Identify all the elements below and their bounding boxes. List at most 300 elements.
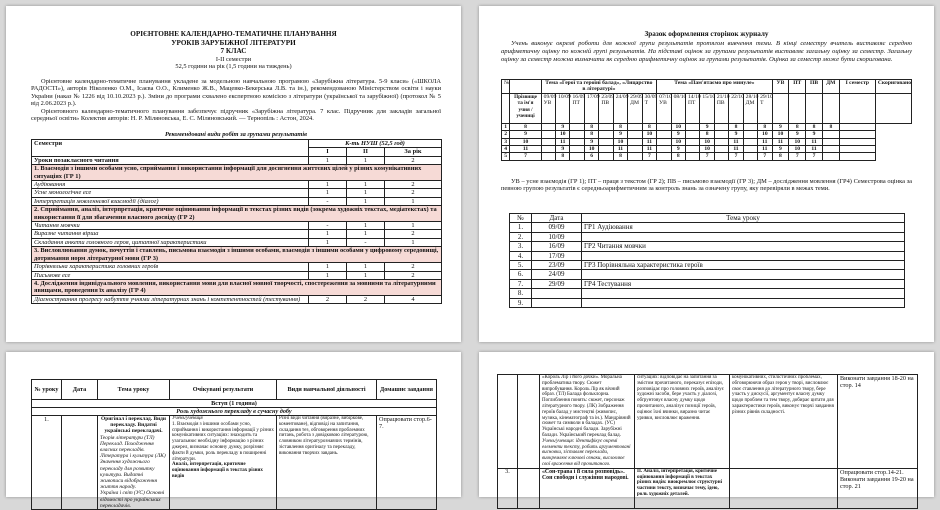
grade-cell: 9 xyxy=(671,131,685,138)
lesson-num-cell: 6. xyxy=(510,270,532,279)
grade-cell xyxy=(599,146,613,153)
topic-text: «Король Лір і його дочки». Моральна проблематика твору. Сюжет випробування. Король Лір як вічний образ. (ТЛ) Балада фольклорна. Поглиблення понять: сюжет, персонаж літературного твору. (ЛК) Зображення героїв балад у мистецтві (живопис, музика, кінематограф та ін.). Мандрівний сюжет та символи в баладах. (УС) Українські народні балади. Зарубіжні балади. Український переклад балад. xyxy=(542,375,631,438)
topic-world: Україна і світ (УС) Основні відомості про українських перекладачів. xyxy=(100,490,165,509)
lesson-num-cell: 1. xyxy=(510,223,532,232)
grade-cell xyxy=(714,131,728,138)
textbook-paragraph: Орієнтовного календарно-тематичного планування забезпечує підручник «Зарубіжна література. 7 клас. Підручник для закладів загальної середньої освіти» Колектив авторів: Н. Р. Міляновська, Е. С. Міляновський. — Тернопіль : Астон, 2024. xyxy=(31,108,441,123)
grade-cell: 11 xyxy=(758,138,772,145)
grade-cell xyxy=(822,153,839,160)
lesson-number: 1. xyxy=(32,416,62,510)
grade-cell xyxy=(714,123,728,130)
grade-cell xyxy=(839,131,875,138)
table-row xyxy=(32,206,442,222)
grade-cell: 11 xyxy=(729,138,743,145)
cell: 2 xyxy=(385,271,442,279)
lesson-topic-cell xyxy=(582,298,905,307)
cell xyxy=(502,93,510,123)
grade-cell: 8 xyxy=(584,123,598,130)
group-cell: 1. Взаємодія з іншими особами усно, сприймання і використання інформації для досягнення життєвих цілей у різних комунікативних ситуаціях (ГР 1) xyxy=(32,165,442,181)
grade-cell: 8 xyxy=(758,123,772,130)
cell: 2 xyxy=(385,263,442,271)
lesson-results xyxy=(170,416,277,510)
grade-cell: 9 xyxy=(671,146,685,153)
cell: Діагностування прогресу набуття учнями літературних знань і компетентностей (тестування) xyxy=(32,295,309,303)
group-cell: 3. Висловлювання думок, почуттів і ставлень, письмова взаємодія з іншими особами, взаємодія з іншими особами у цифровому середовищі, дотримання норм літературної мови (ГР 3) xyxy=(32,247,442,263)
table-row xyxy=(510,242,905,251)
date-cell: 08/10 xyxy=(671,93,685,123)
cell xyxy=(789,93,806,123)
table-row xyxy=(510,232,905,241)
cell xyxy=(730,468,838,508)
table-row xyxy=(32,247,442,263)
legend-note: УВ – усне взаємодія (ГР 1); ПТ – праця з текстом (ГР 2); ПВ – письмово взаємодії (ГР 3); ДМ – дослідження мовлення (ГР4) Семестрова оцінка за певною групою результатів є середньоарифметичним за контроль знань за означену групу, яку перевіряли в межах теми. xyxy=(501,178,912,193)
table-row xyxy=(510,223,905,232)
grade-cell xyxy=(839,153,875,160)
table-row xyxy=(32,156,442,164)
table-row xyxy=(32,279,442,295)
grade-cell xyxy=(599,123,613,130)
grade-cell xyxy=(599,153,613,160)
lesson-date-cell: 23/09 xyxy=(532,261,582,270)
cell: 1 xyxy=(347,181,385,189)
section-subtitle: Роль художнього перекладу в сучасну добу xyxy=(32,408,437,416)
lesson-num-cell: 3. xyxy=(510,242,532,251)
grade-cell: 9 xyxy=(556,123,570,130)
title-line: І-ІІ семестри xyxy=(215,56,252,63)
grade-cell xyxy=(743,138,757,145)
journal-intro: Учень виконує окремі роботи для кожної групи результатів протягом вивчення теми. В кінці семестру вчитель виставляє середню арифметичну оцінку по кожній групі результатів. На підставі оцінок за групами результатів виставляє загальну оцінку за семестр. Загальну оцінку за семестр можна визначити як середню арифметичну оцінок за групами результатів. Оцінка за семестр може бути скоригована. xyxy=(501,40,912,63)
grade-cell: 9 xyxy=(584,138,598,145)
grade-cell: 8 xyxy=(789,123,806,130)
col-header-num: № xyxy=(502,80,510,94)
lesson-num-cell: 8. xyxy=(510,289,532,298)
col-header-topic: Тема уроку xyxy=(582,214,905,223)
cell xyxy=(806,93,823,123)
grade-cell: 3 xyxy=(502,138,510,145)
grade-cell: 8 xyxy=(510,123,541,130)
grade-cell xyxy=(599,131,613,138)
grade-cell: 4 xyxy=(502,146,510,153)
date-cell: 10/09 xyxy=(556,93,570,123)
lesson-date-cell: 17/09 xyxy=(532,251,582,260)
col-header-results: Очікувані результати xyxy=(170,380,277,400)
work-types-table xyxy=(31,139,442,304)
grade-cell xyxy=(657,138,671,145)
grade-cell: 10 xyxy=(789,146,806,153)
grade-cell xyxy=(570,146,584,153)
col-header-date: Дата xyxy=(62,380,98,400)
cell: 2 xyxy=(347,295,385,303)
lesson-topic-cell: ГР4 Тестування xyxy=(582,279,905,288)
cell: 1 xyxy=(309,271,347,279)
lesson-topic xyxy=(540,375,635,469)
table-row xyxy=(502,146,912,153)
grade-cell xyxy=(570,153,584,160)
cell: 1 xyxy=(347,197,385,205)
grade-cell xyxy=(685,138,699,145)
lesson-number: 3. xyxy=(498,468,518,508)
grade-cell: 5 xyxy=(502,153,510,160)
results-text: 1. Взаємодія з іншими особами усно, сприймання і використання інформації у різних комунікативних ситуаціях: знаходить та узагальнює необхідну інформацію з різних джерел, визначає основну думку, розрізняє факти й думки, роль перекладу в поширенні літератури. xyxy=(172,421,274,462)
grade-cell: 1 xyxy=(502,123,510,130)
lesson-activities: Різні види читання (виразне, вибіркове, коментоване), відповіді на запитання, складання тез, обговорення проблемних питань, робота з довідковою літературою, словником літературознавчих термінів, зіставлення оригіналу та перекладу, виконання творчих завдань. xyxy=(277,416,377,510)
page-4-lesson-plan-cont xyxy=(479,352,934,497)
cell: 2 xyxy=(385,181,442,189)
lesson-plan-table xyxy=(31,379,437,510)
lesson-topic: «Сон-трава і її сила розповідь». Сон свободи і служіння народові. xyxy=(540,468,635,508)
title-line: ОРІЄНТОВНЕ КАЛЕНДАРНО-ТЕМАТИЧНЕ ПЛАНУВАННЯ xyxy=(130,30,337,38)
grade-cell: 8 xyxy=(729,123,743,130)
table-row xyxy=(32,197,442,205)
grade-cell xyxy=(839,146,875,153)
cell: Виразне читання вірша xyxy=(32,230,309,238)
col-header-topic: Тема уроку xyxy=(98,380,170,400)
cell: Порівняльна характеристика головних героїв xyxy=(32,263,309,271)
cell: Письмове есе xyxy=(32,271,309,279)
grade-cell: 10 xyxy=(700,146,714,153)
lesson-num-cell: 2. xyxy=(510,232,532,241)
grade-cell: 8 xyxy=(584,131,598,138)
col-header-corrected: Скориговано xyxy=(875,80,911,94)
table-row xyxy=(32,222,442,230)
grade-cell xyxy=(541,131,555,138)
grade-cell xyxy=(599,138,613,145)
table-row xyxy=(510,261,905,270)
grade-cell: 9 xyxy=(789,131,806,138)
date-cell: 29/09 ДМ xyxy=(628,93,642,123)
date-cell: 24/09 xyxy=(613,93,627,123)
table-row xyxy=(32,271,442,279)
col-header-semesters: Семестри xyxy=(32,140,309,157)
table-row xyxy=(510,289,905,298)
grade-cell: 9 xyxy=(806,131,823,138)
grade-cell xyxy=(541,123,555,130)
grade-cell: 9 xyxy=(700,123,714,130)
grade-cell xyxy=(570,131,584,138)
grade-cell: 8 xyxy=(556,153,570,160)
col-header-pt: ПТ xyxy=(789,80,806,94)
cell: 1 xyxy=(347,271,385,279)
date-cell: 14/10 ПТ xyxy=(685,93,699,123)
grade-cell: 7 xyxy=(510,153,541,160)
grade-cell: 11 xyxy=(729,146,743,153)
lessons-table xyxy=(509,213,905,308)
cell: 1 xyxy=(385,238,442,246)
lesson-topic-cell: ГР2 Читання мовчки xyxy=(582,242,905,251)
lesson-topic-cell: ГР1 Аудіювання xyxy=(582,223,905,232)
grade-cell xyxy=(541,146,555,153)
grade-cell xyxy=(822,138,839,145)
col-header-uv: УВ xyxy=(772,80,789,94)
col-header-year: За рік xyxy=(385,148,442,156)
page-1-calendar-plan xyxy=(6,6,461,342)
lesson-date-cell: 24/09 xyxy=(532,270,582,279)
title-line: 52,5 години на рік (1,5 години на тиждень) xyxy=(175,63,292,71)
grade-cell xyxy=(657,153,671,160)
date-cell: 29/10 Т xyxy=(758,93,772,123)
grade-cell xyxy=(743,153,757,160)
grade-cell: 11 xyxy=(642,138,657,145)
plan-title xyxy=(36,30,431,56)
date-cell: 23/09 ПВ xyxy=(599,93,613,123)
grade-cell: 8 xyxy=(822,123,839,130)
date-cell: 21/10 ПВ xyxy=(714,93,728,123)
grade-cell: 7 xyxy=(758,153,772,160)
plan-subtitle xyxy=(36,56,431,71)
cell: 1 xyxy=(385,197,442,205)
grade-cell xyxy=(628,146,642,153)
lesson-date-cell: 29/09 xyxy=(532,279,582,288)
grade-cell xyxy=(628,123,642,130)
cell: 1 xyxy=(309,156,347,164)
lesson-date-cell: 10/09 xyxy=(532,232,582,241)
col-header-sem2: ІІ xyxy=(347,148,385,156)
grade-cell xyxy=(685,131,699,138)
grade-cell: 9 xyxy=(510,131,541,138)
cell xyxy=(518,375,540,469)
grade-cell xyxy=(685,123,699,130)
grade-cell: 11 xyxy=(772,138,789,145)
grade-cell xyxy=(628,138,642,145)
col-header-lesson-num: № уроку xyxy=(32,380,62,400)
table-row xyxy=(498,468,918,508)
grade-cell xyxy=(657,123,671,130)
grade-cell: 11 xyxy=(556,138,570,145)
grade-cell: 11 xyxy=(806,138,823,145)
cell: 2 xyxy=(385,230,442,238)
col-header-homework: Домашнє завдання xyxy=(377,380,437,400)
grade-cell: 7 xyxy=(642,153,657,160)
table-row xyxy=(510,251,905,260)
col-header-semester: І семестр xyxy=(839,80,875,94)
lesson-num-cell: 7. xyxy=(510,279,532,288)
lesson-topic-cell: ГР3 Порівняльна характеристика героїв xyxy=(582,261,905,270)
table-row xyxy=(32,181,442,189)
cell: Інтерпретація мовленнєвої взаємодії (діалог) xyxy=(32,197,309,205)
date-cell: 09/09 УВ xyxy=(541,93,555,123)
grade-cell: 6 xyxy=(584,153,598,160)
cell: Складання анкети головного героя, цитатної характеристики xyxy=(32,238,309,246)
recommended-subtitle: Рекомендовані види робіт за групами результатів xyxy=(164,131,308,138)
lesson-topic-cell xyxy=(582,270,905,279)
grade-cell xyxy=(714,146,728,153)
grade-cell xyxy=(541,138,555,145)
cell: 1 xyxy=(347,189,385,197)
lesson-activities: комунікативних, стилістичних проблемах, обговорюючи образ героя у творі, висловлює своє ставлення до літературного твору, бере участь у дискусії, аргументує власну думку щодо проблем та тем твору, добирає цитати для характеристики героїв, виконує творчі завдання різних рівнів складності. xyxy=(730,375,838,469)
cell xyxy=(822,93,839,123)
col-header-pv: ПВ xyxy=(806,80,823,94)
grade-cell xyxy=(628,153,642,160)
col-header-pupil xyxy=(510,80,541,94)
lesson-topic xyxy=(98,416,170,510)
table-row xyxy=(510,279,905,288)
cell: 1 xyxy=(309,189,347,197)
grade-cell xyxy=(657,131,671,138)
grade-cell xyxy=(541,153,555,160)
cell: 4 xyxy=(385,295,442,303)
grade-cell: 9 xyxy=(729,131,743,138)
cell: Читання мовчки xyxy=(32,222,309,230)
table-row xyxy=(502,131,912,138)
grade-cell: 10 xyxy=(584,146,598,153)
cell xyxy=(839,93,875,123)
journal-rows xyxy=(502,123,912,160)
grade-cell: 10 xyxy=(613,138,627,145)
grade-cell: 11 xyxy=(642,146,657,153)
cell xyxy=(62,416,98,510)
grade-cell xyxy=(714,138,728,145)
cell xyxy=(518,468,540,508)
grade-cell: 10 xyxy=(772,131,789,138)
lesson-homework: Опрацювати стор.14-21. Виконати завдання 19-20 на стор. 21 xyxy=(838,468,918,508)
lesson-date-cell xyxy=(532,289,582,298)
lesson-num-cell: 5. xyxy=(510,261,532,270)
cell: 2 xyxy=(309,295,347,303)
table-row xyxy=(32,165,442,181)
grade-cell xyxy=(628,131,642,138)
table-row xyxy=(32,295,442,303)
table-row xyxy=(32,230,442,238)
table-row xyxy=(32,263,442,271)
grade-cell: 8 xyxy=(671,153,685,160)
date-cell: 07/10 УВ xyxy=(657,93,671,123)
col-header-dm: ДМ xyxy=(822,80,839,94)
table-row xyxy=(510,270,905,279)
col-header-topic2: Тема «Пам'ятаємо про минуле» xyxy=(657,80,772,94)
grade-cell xyxy=(743,146,757,153)
cell: 1 xyxy=(309,181,347,189)
col-header-sem1: І xyxy=(309,148,347,156)
results-text-2: Аналіз, інтерпретація, критичне оцінювання інформації в текстах різних видів xyxy=(172,462,263,479)
group-cell: 2. Сприймання, аналіз, інтерпретація, критичне оцінювання інформації в текстах різних видів (зокрема художніх текстах, медіатекстах) та використання її для збагачення власного досвіду (ГР 2) xyxy=(32,206,442,222)
grade-cell xyxy=(657,146,671,153)
date-cell: 22/10 xyxy=(729,93,743,123)
journal-grades-table xyxy=(501,79,912,161)
lesson-topic-cell xyxy=(582,289,905,298)
grade-cell xyxy=(743,131,757,138)
table-row xyxy=(32,189,442,197)
grade-cell: 7 xyxy=(700,153,714,160)
table-row xyxy=(32,416,437,510)
topic-culture: Література і культура (ЛК) Значення художнього перекладу для розвитку культури. Видатні живописи відображення життя народу. xyxy=(100,453,166,491)
lesson-num-cell: 4. xyxy=(510,251,532,260)
grade-cell: 10 xyxy=(758,131,772,138)
results-head: Учень/учениця xyxy=(172,416,203,421)
cell: 1 xyxy=(309,230,347,238)
table-row xyxy=(498,375,918,469)
grade-cell xyxy=(743,123,757,130)
date-cell: 15/10 xyxy=(700,93,714,123)
date-cell: 30/09 Т xyxy=(642,93,657,123)
cell: Аудіювання xyxy=(32,181,309,189)
grade-cell: 9 xyxy=(613,131,627,138)
lesson-homework: Виконати завдання 18-20 на стор. 14 xyxy=(838,375,918,469)
grade-cell xyxy=(714,153,728,160)
intro-paragraph: Орієнтовне календарно-тематичне планування укладене за модельною навчальною програмою «Зарубіжна література. 5-9 класи» («ШКОЛА РАДОСТІ»), авторів Ніколенко О.М., Ісаєва О.О., Клименко Ж.В., Мацевко-Бекерська Л.В. та ін.), рекомендованою Міністерством освіти і науки України (наказ № 1226 від 10.10.2023 р.). Зміни до програми схвалено експертною комісією з літератури (української та зарубіжної) (протокол № 5 від 2.06.2023 р.). xyxy=(31,78,441,108)
grade-cell: 7 xyxy=(729,153,743,160)
page-3-lesson-plan xyxy=(6,352,461,509)
cell: Усне монологічне есе xyxy=(32,189,309,197)
grade-cell xyxy=(570,123,584,130)
title-line: УРОКІВ ЗАРУБІЖНОЇ ЛІТЕРАТУРИ xyxy=(171,38,296,47)
table-row xyxy=(510,298,905,307)
grade-cell: 7 xyxy=(789,153,806,160)
grade-cell xyxy=(685,146,699,153)
journal-title: Зразок оформлення сторінок журналу xyxy=(644,30,769,38)
grade-cell: 10 xyxy=(700,138,714,145)
col-header-num: № xyxy=(510,214,532,223)
grade-cell: 8 xyxy=(806,123,823,130)
grade-cell: 10 xyxy=(789,138,806,145)
title-line: 7 КЛАС xyxy=(220,47,247,56)
topic-text-2: Учень/учениця: ідентифікує окремі елементи тексту, робить аргументовані висновки, зіставляє переклади, виокремлює ключові ознаки, висловлює свої враження від прочитаного. xyxy=(542,438,631,467)
lesson-results: ситуаціях: відповідає на запитання за змістом прочитаного, переказує епізоди, розповідає про головних героїв, аналізує художні засоби, бере участь у діалозі, обґрунтовує власну думку щодо прочитаного, аналізує позиції героїв, оцінює їхні вчинки, виразно читає уривки, висловлює враження. xyxy=(635,375,730,469)
cell: 1 xyxy=(347,222,385,230)
topic-title: Оригінал і переклад. Види перекладу. Видатні українські перекладачі. xyxy=(101,416,166,435)
grade-cell: 9 xyxy=(556,146,570,153)
table-row xyxy=(502,153,912,160)
lesson-rows xyxy=(510,223,905,308)
section-title: Вступ (1 година) xyxy=(32,400,437,408)
cell: 1 xyxy=(347,230,385,238)
lesson-results: ІІ. Аналіз, інтерпретація, критичне оцінювання інформації в текстах різних видів: виокремлює структурні частини тексту, визначає тему, ідею, роль художніх деталей. xyxy=(635,468,730,508)
grade-cell xyxy=(822,146,839,153)
lesson-topic-cell xyxy=(582,251,905,260)
col-header-topic1: Тема «Герої та героїні балад», «Лицарство в літературі» xyxy=(541,80,657,94)
grade-cell: 11 xyxy=(510,146,541,153)
table-row xyxy=(32,238,442,246)
grade-cell: 8 xyxy=(613,153,627,160)
cell: 1 xyxy=(347,156,385,164)
page-2-journal-sample xyxy=(479,6,934,342)
grade-cell: 11 xyxy=(806,146,823,153)
col-header-date: Дата xyxy=(532,214,582,223)
lesson-num-cell: 9. xyxy=(510,298,532,307)
grade-cell: 10 xyxy=(510,138,541,145)
grade-cell xyxy=(685,153,699,160)
grade-cell: 7 xyxy=(806,153,823,160)
lesson-plan-table-cont xyxy=(497,374,918,509)
grade-cell: 10 xyxy=(671,138,685,145)
grade-cell xyxy=(839,123,875,130)
grade-cell xyxy=(570,138,584,145)
cell xyxy=(875,93,911,123)
grade-cell: 10 xyxy=(556,131,570,138)
grade-cell xyxy=(822,131,839,138)
date-cell: 17/09 xyxy=(584,93,598,123)
grade-cell: 11 xyxy=(613,146,627,153)
grade-cell: 10 xyxy=(642,131,657,138)
grade-cell: 8 xyxy=(700,131,714,138)
grade-cell: 9 xyxy=(772,146,789,153)
col-header-nush: К-ть НУШ (52,5 год) xyxy=(309,140,442,148)
topic-theory: Теорія літератури (ТЛ) Переклад. Походження власних перекладів. xyxy=(100,434,155,454)
grade-cell: 8 xyxy=(613,123,627,130)
lesson-date-cell: 16/09 xyxy=(532,242,582,251)
grade-cell: 8 xyxy=(772,153,789,160)
pupil-header: Прізвище та ім'я учня / учениці xyxy=(510,93,541,123)
cell: - xyxy=(347,238,385,246)
lesson-topic-cell xyxy=(582,232,905,241)
table-row xyxy=(502,138,912,145)
cell: 1 xyxy=(309,238,347,246)
lesson-homework: Опрацювати стор.6-7. xyxy=(377,416,437,510)
group-cell: 4. Дослідження індивідуального мовлення, використання мови для власної мовної творчості, спостереження за мовними та літературними явищами, проведення їх аналізу (ГР 4) xyxy=(32,279,442,295)
cell xyxy=(772,93,789,123)
cell: 1 xyxy=(347,263,385,271)
col-header-activities: Види навчальної діяльності xyxy=(277,380,377,400)
grade-cell: 10 xyxy=(671,123,685,130)
